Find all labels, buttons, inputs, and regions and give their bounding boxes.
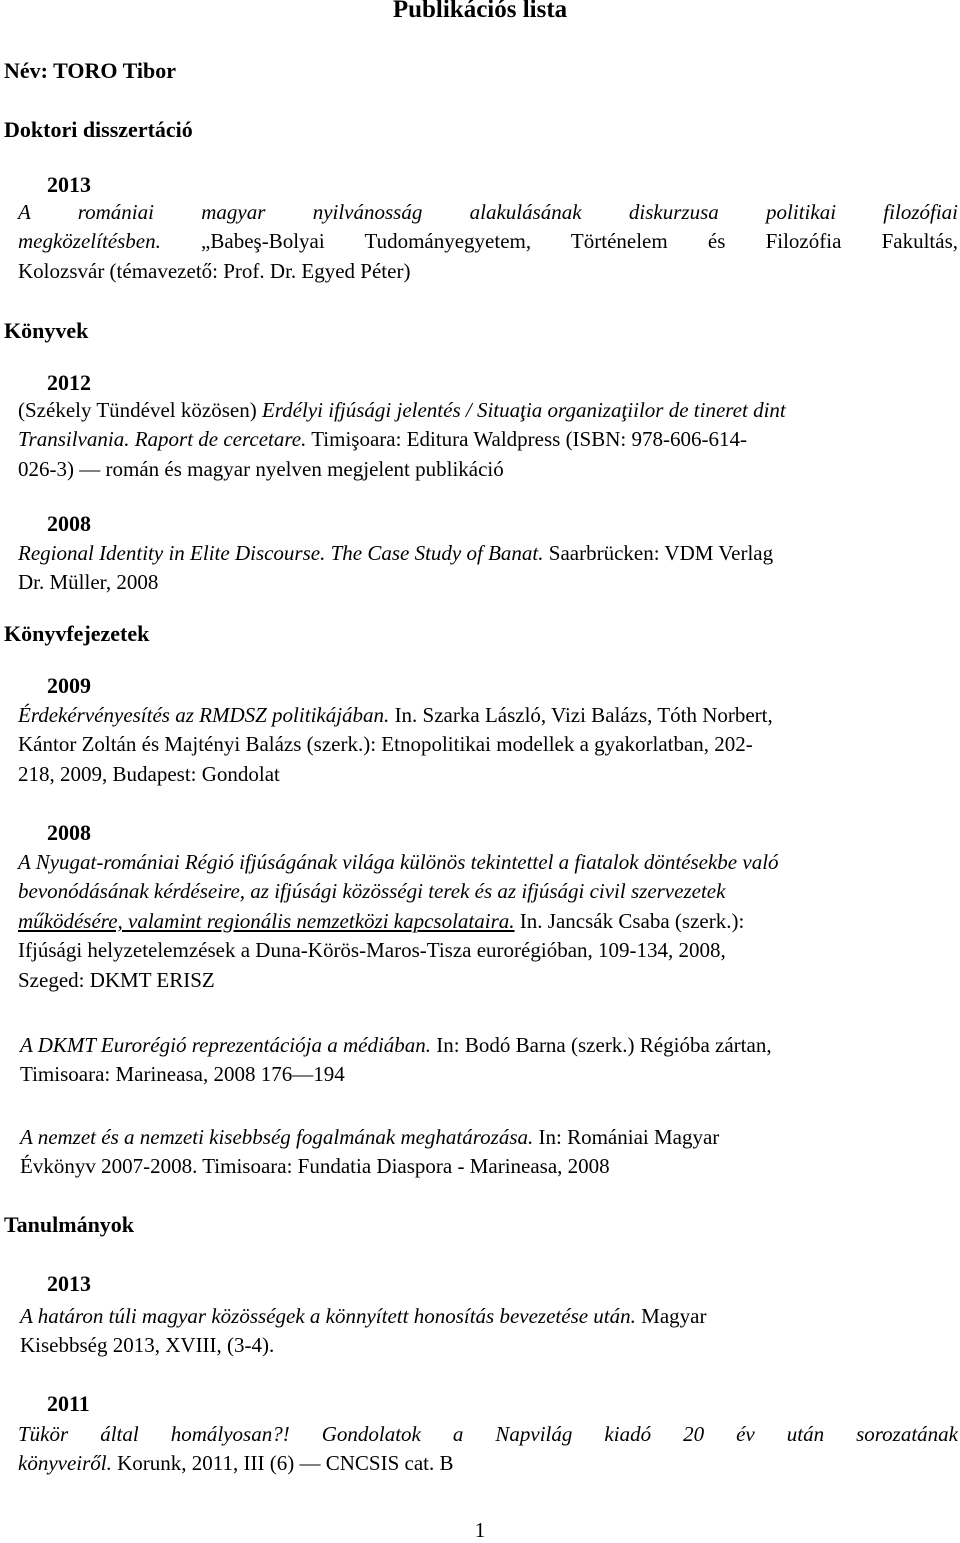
book-2-line-1: [18, 539, 958, 568]
chapter-3-entry: [20, 1031, 958, 1090]
chapter-3-title: A DKMT Eurorégió reprezentációja a médiában.: [20, 1033, 432, 1057]
book-1-publisher: Timişoara: Editura Waldpress (ISBN: 978-606-614-: [306, 427, 747, 452]
book-1-coauthor: (Székely Tündével közösen): [18, 398, 262, 422]
page-number: 1: [474, 1518, 486, 1542]
chapter-1-entry: [18, 701, 958, 789]
study-1-year: 2013: [47, 1271, 91, 1296]
section-heading-dissertation: Doktori disszertáció: [4, 117, 193, 142]
chapter-1-line-1: [18, 701, 958, 730]
chapter-4-title: A nemzet és a nemzeti kisebbség fogalmának meghatározása.: [20, 1125, 534, 1149]
dissertation-institution: „Babeş-Bolyai Tudományegyetem, Történelem és Filozófia Fakultás,: [160, 229, 958, 254]
chapter-4-source: In: Romániai Magyar: [533, 1125, 720, 1149]
chapter-4-line-1: [20, 1123, 958, 1152]
chapter-4-entry: [20, 1123, 958, 1182]
study-2-line-2: [18, 1449, 958, 1478]
book-2-entry: [18, 539, 958, 598]
section-heading-studies: Tanulmányok: [4, 1212, 135, 1237]
chapter-2-entry: [18, 848, 958, 995]
study-1-entry: [20, 1302, 958, 1361]
study-1-line-1: [20, 1302, 958, 1331]
dissertation-supervisor: Kolozsvár (témavezető: Prof. Dr. Egyed Péter): [18, 258, 411, 283]
chapter-1-line-2: Kántor Zoltán és Majtényi Balázs (szerk.): Etnopolitikai modellek a gyakorlatban, 202-: [18, 732, 753, 757]
book-1-line-1: [18, 396, 958, 425]
dissertation-line-2: [18, 227, 958, 256]
book-2-title: Regional Identity in Elite Discourse. The Case Study of Banat.: [18, 541, 544, 565]
book-1-line-2: [18, 425, 958, 454]
book-2-line-2: Dr. Müller, 2008: [18, 570, 159, 595]
chapter-4-line-2: Évkönyv 2007-2008. Timisoara: Fundatia Diaspora - Marineasa, 2008: [20, 1154, 610, 1179]
book-2-year: 2008: [47, 511, 91, 536]
study-2-year: 2011: [47, 1391, 90, 1416]
chapter-1-line-3: 218, 2009, Budapest: Gondolat: [18, 761, 280, 786]
chapter-3-line-2: Timisoara: Marineasa, 2008 176―194: [20, 1062, 345, 1087]
page-title: Publikációs lista: [392, 0, 568, 23]
section-heading-chapters: Könyvfejezetek: [4, 621, 150, 646]
study-2-title-line-1: Tükör által homályosan?! Gondolatok a Napvilág kiadó 20 év után sorozatának: [18, 1422, 958, 1446]
book-1-year: 2012: [47, 370, 91, 395]
chapter-2-editor: In. Jancsák Csaba (szerk.):: [514, 908, 745, 933]
dissertation-year: 2013: [47, 172, 91, 197]
chapter-2-line-5: Szeged: DKMT ERISZ: [18, 967, 215, 992]
chapter-1-year: 2009: [47, 673, 91, 698]
chapter-1-editors: In. Szarka László, Vizi Balázs, Tóth Norbert,: [389, 703, 773, 727]
author-name: Név: TORO Tibor: [4, 58, 176, 83]
chapter-2-line-4: Ifjúsági helyzetelemzések a Duna-Körös-Maros-Tisza eurorégióban, 109-134, 2008,: [18, 938, 726, 963]
chapter-1-title: Érdekérvényesítés az RMDSZ politikájában.: [18, 703, 390, 727]
chapter-2-title-end: működésére, valamint regionális nemzetközi kapcsolataira.: [18, 908, 515, 933]
chapter-2-year: 2008: [47, 820, 91, 845]
book-1-title-end: Transilvania. Raport de cercetare.: [18, 427, 307, 452]
study-2-journal: Korunk, 2011, III (6) ― CNCSIS cat. B: [111, 1451, 454, 1476]
chapter-3-editor: In: Bodó Barna (szerk.) Régióba zártan,: [431, 1033, 772, 1057]
study-2-title-end: könyveiről.: [18, 1451, 112, 1476]
chapter-2-line-3: [18, 907, 958, 936]
study-1-title: A határon túli magyar közösségek a könnyített honosítás bevezetése után.: [20, 1304, 636, 1328]
dissertation-title-line: A romániai magyar nyilvánosság alakulásának diskurzusa politikai filozófiai: [18, 200, 958, 224]
book-1-line-3: 026-3) ― román és magyar nyelven megjelent publikáció: [18, 456, 504, 481]
chapter-2-title-line-2: bevonódásának kérdéseire, az ifjúsági közösségi terek és az ifjúsági civil szervezetek: [18, 879, 726, 904]
book-1-entry: [18, 396, 958, 484]
study-1-line-2: Kisebbség 2013, XVIII, (3-4).: [20, 1333, 275, 1358]
book-1-title: Erdélyi ifjúsági jelentés / Situaţia organizaţiilor de tineret dint: [261, 398, 786, 422]
dissertation-entry: [18, 198, 958, 286]
section-heading-books: Könyvek: [4, 318, 89, 343]
study-1-journal: Magyar: [635, 1304, 707, 1328]
dissertation-title-end: megközelítésben.: [18, 229, 161, 254]
chapter-3-line-1: [20, 1031, 958, 1060]
study-2-entry: [18, 1420, 958, 1479]
chapter-2-title-line-1: A Nyugat-romániai Régió ifjúságának világa különös tekintettel a fiatalok döntésekbe való: [18, 850, 779, 874]
book-2-publisher: Saarbrücken: VDM Verlag: [543, 541, 774, 565]
